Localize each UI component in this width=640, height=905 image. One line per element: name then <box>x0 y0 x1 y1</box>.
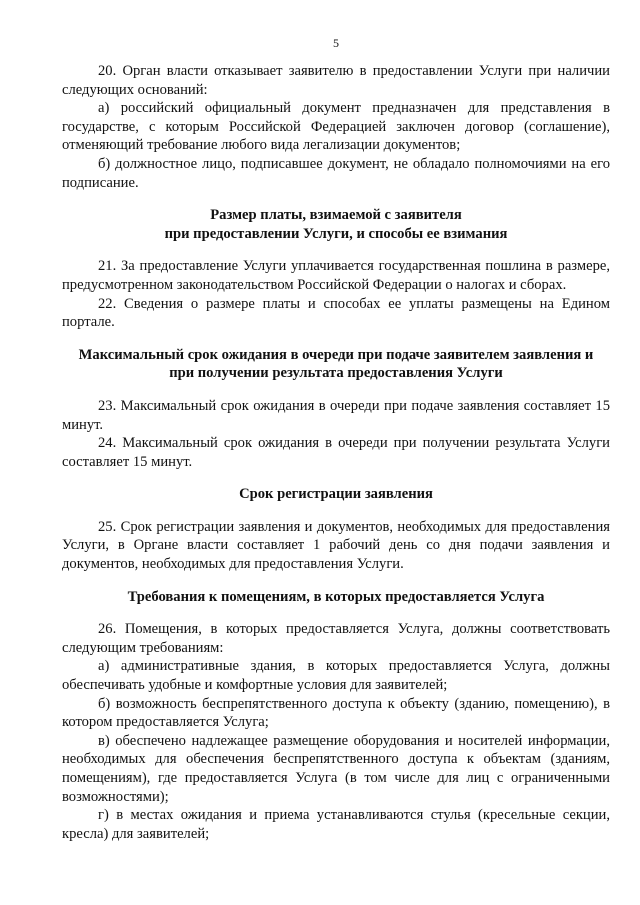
paragraph-25: 25. Срок регистрации заявления и документов, необходимых для предоставления Услуги, в Органе власти составляет 1 рабочий день со дня подачи заявления и документов, необходимых для предоставления Услуги. <box>62 518 610 573</box>
heading-queue-line-1: Максимальный срок ожидания в очереди при подаче заявителем заявления и <box>78 346 594 363</box>
document-body <box>62 62 610 843</box>
heading-fee-line-2: при предоставлении Услуги, и способы ее взимания <box>164 225 508 242</box>
heading-queue-line-2: при получении результата предоставления Услуги <box>169 365 503 382</box>
heading-fee-line-1: Размер платы, взимаемой с заявителя <box>210 207 462 224</box>
paragraph-26a: а) административные здания, в которых предоставляется Услуга, должны обеспечивать удобные и комфортные условия для заявителей; <box>62 658 610 694</box>
paragraph-26v: в) обеспечено надлежащее размещение оборудования и носителей информации, необходимых для обеспечения беспрепятственного доступа к объектам (зданиям, помещениям), где предоставляется Услуга (в том числе для лиц с ограниченными возможностями); <box>62 732 610 805</box>
paragraph-21: 21. За предоставление Услуги уплачивается государственная пошлина в размере, предусмотренном законодательством Российской Федерации о налогах и сборах. <box>62 258 610 293</box>
heading-premises: Требования к помещениям, в которых предоставляется Услуга <box>127 588 545 605</box>
paragraph-26: 26. Помещения, в которых предоставляется Услуга, должны соответствовать следующим требованиям: <box>62 621 610 656</box>
page-number: 5 <box>333 36 339 50</box>
heading-registration: Срок регистрации заявления <box>239 486 433 503</box>
paragraph-26g: г) в местах ожидания и приема устанавливаются стулья (кресельные секции, кресла) для заявителей; <box>62 807 610 842</box>
paragraph-26b: б) возможность беспрепятственного доступа к объекту (зданию, помещению), в котором предоставляется Услуга; <box>62 695 610 731</box>
paragraph-22: 22. Сведения о размере платы и способах ее уплаты размещены на Едином портале. <box>62 295 610 331</box>
paragraph-20b: б) должностное лицо, подписавшее документ, не обладало полномочиями на его подписание. <box>62 155 610 191</box>
paragraph-23: 23. Максимальный срок ожидания в очереди при подаче заявления составляет 15 минут. <box>62 397 610 433</box>
paragraph-20: 20. Орган власти отказывает заявителю в предоставлении Услуги при наличии следующих оснований: <box>62 63 610 98</box>
paragraph-24: 24. Максимальный срок ожидания в очереди при получении результата Услуги составляет 15 минут. <box>62 435 610 470</box>
paragraph-20a: а) российский официальный документ предназначен для представления в государстве, с которым Российской Федерацией заключен договор (соглашение), отменяющий требование любого вида легализации документов; <box>62 100 610 154</box>
